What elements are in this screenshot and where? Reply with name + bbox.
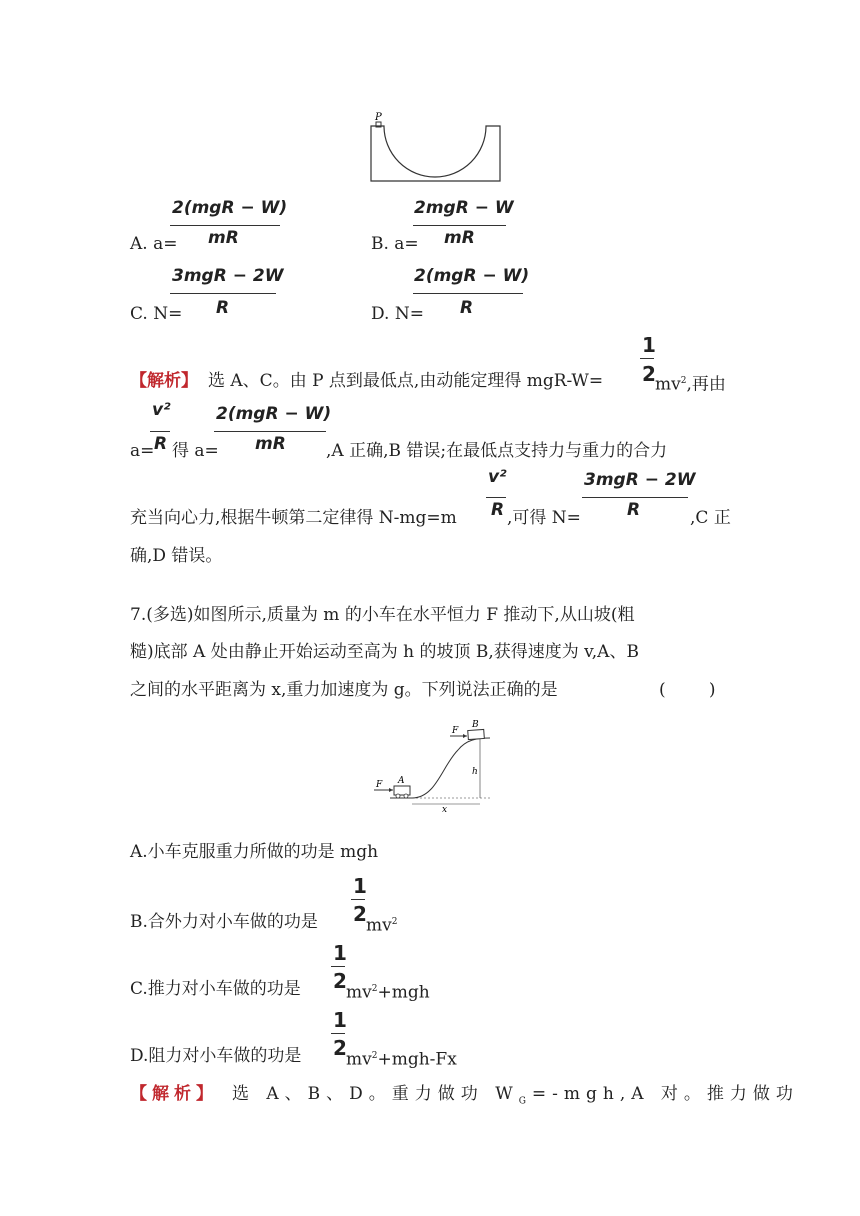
v-squared: v² — [152, 400, 171, 420]
d-half-den: 2 — [333, 1036, 347, 1060]
option-c-label: C. N= — [130, 304, 183, 324]
slope-figure — [368, 716, 498, 816]
analysis-line-3: 充当向心力,根据牛顿第二定律得 N-mg=m — [130, 508, 457, 528]
q7-option-d-post: $mv^2+mgh-Fx$ — [346, 1049, 457, 1070]
q7-option-c-post: $mv^2+mgh$ — [346, 982, 430, 1003]
radius-r-2: R — [491, 500, 505, 520]
option-c-denominator: R — [216, 298, 230, 318]
analysis-line-1b: $mv^2$,再由 — [655, 374, 726, 395]
analysis-tag: 【解析】 — [130, 371, 198, 391]
q7-option-b-post: $mv^2$ — [366, 915, 398, 936]
n-denominator: R — [627, 500, 641, 520]
c-half-num: 1 — [333, 941, 347, 965]
frac-numerator: 2(mgR − W) — [216, 404, 332, 424]
option-d-label: D. N= — [371, 304, 424, 324]
q7-option-b: B.合外力对小车做的功是 — [130, 912, 318, 932]
a-equals: a= — [130, 441, 155, 461]
radius-r: R — [154, 434, 168, 454]
force-label-top: F — [452, 726, 459, 736]
option-a-label: A. a= — [130, 234, 178, 254]
half-denominator: 2 — [642, 362, 656, 386]
half-numerator: 1 — [642, 333, 656, 357]
q7-option-a: A.小车克服重力所做的功是 mgh — [130, 842, 379, 862]
q7-analysis-text: 选 A、B、D。重力做功 $W_G=-mgh,A$ 对。推力做功 — [232, 1084, 799, 1107]
option-b-denominator: mR — [444, 228, 475, 248]
v-squared-2: v² — [488, 467, 507, 487]
option-b-numerator: 2mgR − W — [414, 198, 514, 218]
height-label: h — [472, 767, 478, 777]
option-d-numerator: 2(mgR − W) — [414, 266, 530, 286]
answer-paren: ( ) — [659, 680, 716, 700]
analysis-line-2: ,A 正确,B 错误;在最低点支持力与重力的合力 — [326, 441, 668, 461]
c-half-den: 2 — [333, 969, 347, 993]
analysis-line-3c: ,C 正 — [690, 508, 731, 528]
d-half-num: 1 — [333, 1008, 347, 1032]
q7-analysis-tag: 【解析】 — [130, 1084, 218, 1104]
option-b-label: B. a= — [371, 234, 419, 254]
b-half-num: 1 — [353, 874, 367, 898]
q7-line-3: 之间的水平距离为 x,重力加速度为 g。下列说法正确的是 — [130, 680, 558, 700]
de-a-equals: 得 a= — [172, 441, 219, 461]
force-label-bottom: F — [376, 780, 383, 790]
point-b-label: B — [472, 720, 479, 730]
q7-option-c: C.推力对小车做的功是 — [130, 979, 301, 999]
track-figure — [360, 108, 510, 188]
analysis-line-1: 选 A、C。由 P 点到最低点,由动能定理得 mgR-W= — [208, 371, 604, 391]
analysis-line-4: 确,D 错误。 — [130, 546, 223, 566]
option-a-numerator: 2(mgR − W) — [172, 198, 288, 218]
option-d-denominator: R — [460, 298, 474, 318]
n-numerator: 3mgR − 2W — [584, 470, 696, 490]
frac-denominator: mR — [255, 434, 286, 454]
q7-line-2: 糙)底部 A 处由静止开始运动至高为 h 的坡顶 B,获得速度为 v,A、B — [130, 642, 639, 662]
point-a-label: A — [398, 776, 405, 786]
point-p-label: P — [375, 112, 382, 123]
distance-label: x — [442, 805, 448, 815]
q7-line-1: 7.(多选)如图所示,质量为 m 的小车在水平恒力 F 推动下,从山坡(粗 — [130, 605, 635, 625]
b-half-den: 2 — [353, 902, 367, 926]
option-a-denominator: mR — [208, 228, 239, 248]
option-c-numerator: 3mgR − 2W — [172, 266, 284, 286]
analysis-line-3b: ,可得 N= — [507, 508, 581, 528]
q7-option-d: D.阻力对小车做的功是 — [130, 1046, 302, 1066]
